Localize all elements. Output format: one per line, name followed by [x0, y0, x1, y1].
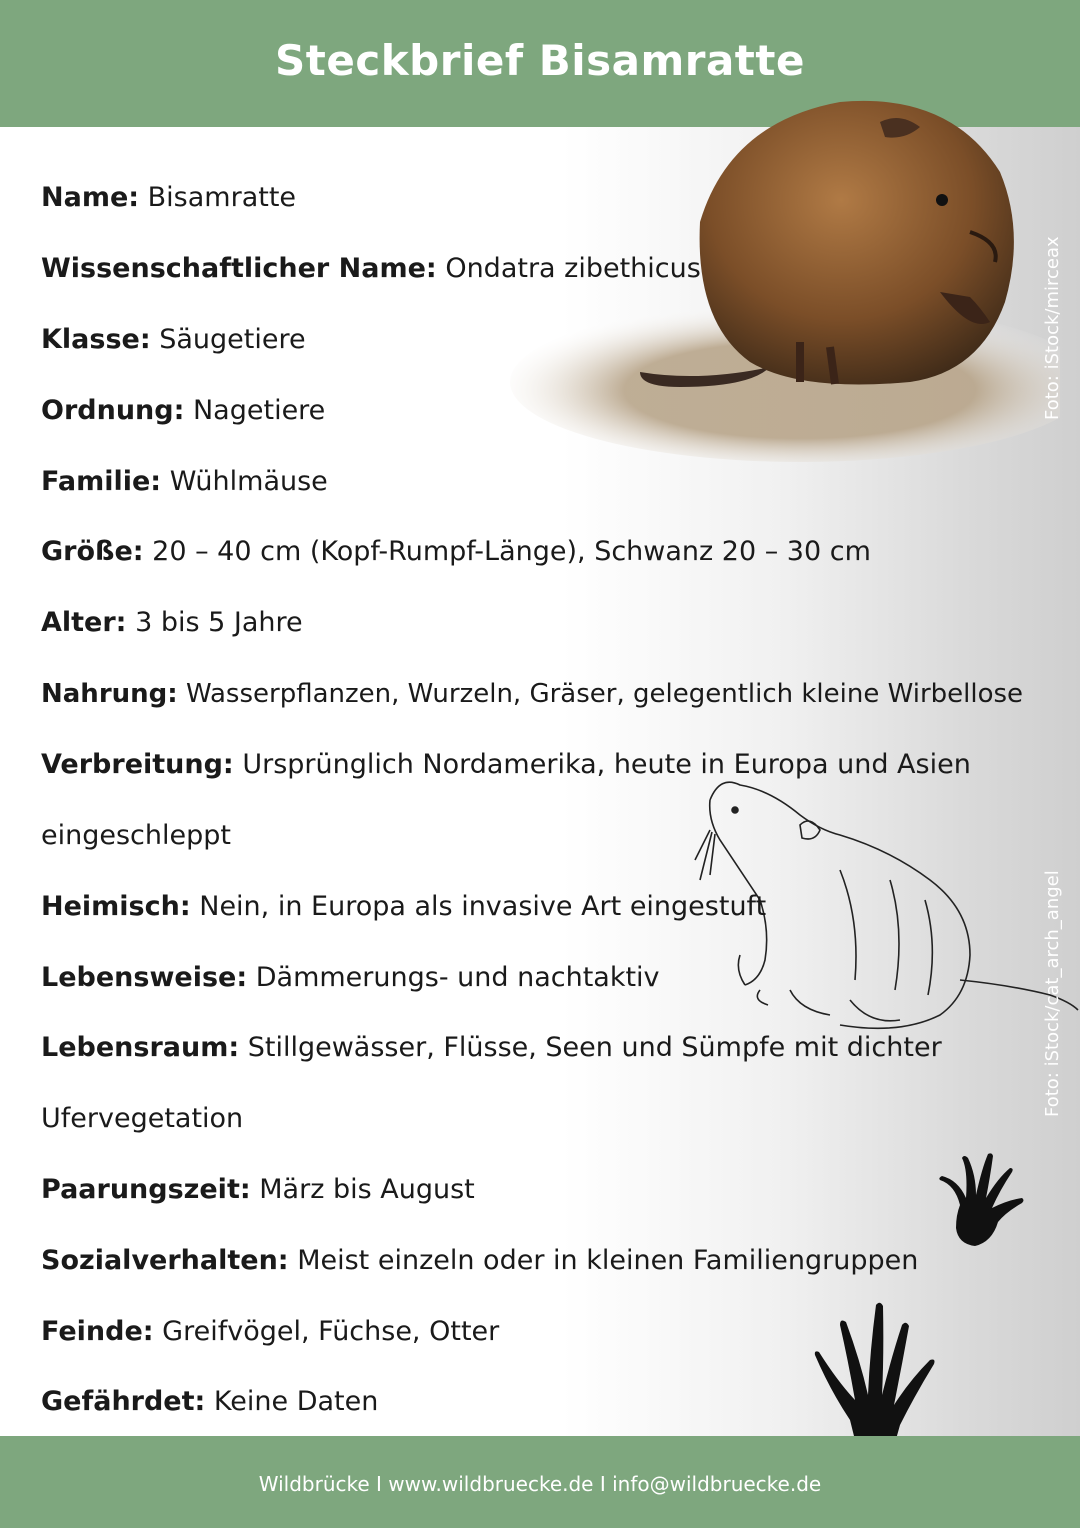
fact-label: Name:: [41, 182, 140, 213]
fact-value: Säugetiere: [159, 324, 306, 355]
fact-lifestyle: [41, 958, 660, 998]
fact-value: Wasserpflanzen, Wurzeln, Gräser, gelegentlich kleine Wirbellose: [185, 679, 1024, 709]
fact-value: Dämmerungs- und nachtaktiv: [255, 962, 660, 993]
fact-endangered: [41, 1382, 378, 1422]
fact-value: Meist einzeln oder in kleinen Familiengruppen: [297, 1245, 919, 1276]
fact-label: Größe:: [41, 536, 144, 567]
fact-label: Sozialverhalten:: [41, 1245, 289, 1276]
fact-age: [41, 603, 303, 643]
fact-label: Heimisch:: [41, 891, 191, 922]
fact-habitat: [41, 1028, 942, 1068]
front-paw-print-icon: [930, 1150, 1030, 1250]
fact-value: Ursprünglich Nordamerika, heute in Europa und Asien: [242, 749, 971, 780]
fact-value: eingeschleppt: [41, 820, 231, 851]
fact-order: [41, 391, 325, 431]
footer-bar: [0, 1436, 1080, 1528]
fact-native: [41, 887, 766, 927]
fact-label: Familie:: [41, 466, 162, 497]
fact-label: Gefährdet:: [41, 1386, 206, 1417]
fact-label: Lebensweise:: [41, 962, 248, 993]
fact-value: Bisamratte: [147, 182, 297, 213]
fact-value: Keine Daten: [213, 1386, 379, 1417]
fact-scientific-name: [41, 249, 701, 289]
fact-value: Wühlmäuse: [169, 466, 328, 497]
fact-label: Paarungszeit:: [41, 1174, 251, 1205]
fact-habitat-continued: [41, 1099, 243, 1139]
fact-value: 20 – 40 cm (Kopf-Rumpf-Länge), Schwanz 20 – 30 cm: [152, 536, 871, 567]
fact-value: Ondatra zibethicus: [445, 253, 701, 284]
fact-label: Lebensraum:: [41, 1032, 240, 1063]
fact-family: [41, 462, 328, 502]
fact-value: Greifvögel, Füchse, Otter: [162, 1316, 500, 1347]
fact-label: Verbreitung:: [41, 749, 234, 780]
fact-value: März bis August: [259, 1174, 475, 1205]
fact-value: Nagetiere: [192, 395, 326, 426]
fact-label: Ordnung:: [41, 395, 185, 426]
fact-value: Nein, in Europa als invasive Art eingestuft: [199, 891, 767, 922]
fact-distribution: [41, 745, 971, 785]
fact-mating-season: [41, 1170, 475, 1210]
fact-value: Ufervegetation: [41, 1103, 244, 1134]
fact-label: Feinde:: [41, 1316, 154, 1347]
fact-class: [41, 320, 306, 360]
fact-social-behavior: [41, 1241, 918, 1281]
fact-label: Wissenschaftlicher Name:: [41, 253, 437, 284]
fact-enemies: [41, 1312, 499, 1352]
fact-name: [41, 178, 296, 218]
fact-distribution-continued: [41, 816, 231, 856]
footer-contact: Wildbrücke I www.wildbruecke.de I info@wildbruecke.de: [258, 1472, 822, 1496]
page-title: Steckbrief Bisamratte: [275, 36, 805, 85]
sketch-credit: Foto: iStock/cat_arch_angel: [1042, 870, 1063, 1117]
fact-value: Stillgewässer, Flüsse, Seen und Sümpfe mit dichter: [247, 1032, 942, 1063]
photo-credit: Foto: iStock/mirceax: [1042, 236, 1063, 420]
fact-size: [41, 532, 871, 572]
fact-value: 3 bis 5 Jahre: [135, 607, 303, 638]
fact-label: Klasse:: [41, 324, 151, 355]
fact-food: [41, 674, 1023, 714]
fact-label: Alter:: [41, 607, 127, 638]
fact-label: Nahrung:: [41, 679, 178, 709]
